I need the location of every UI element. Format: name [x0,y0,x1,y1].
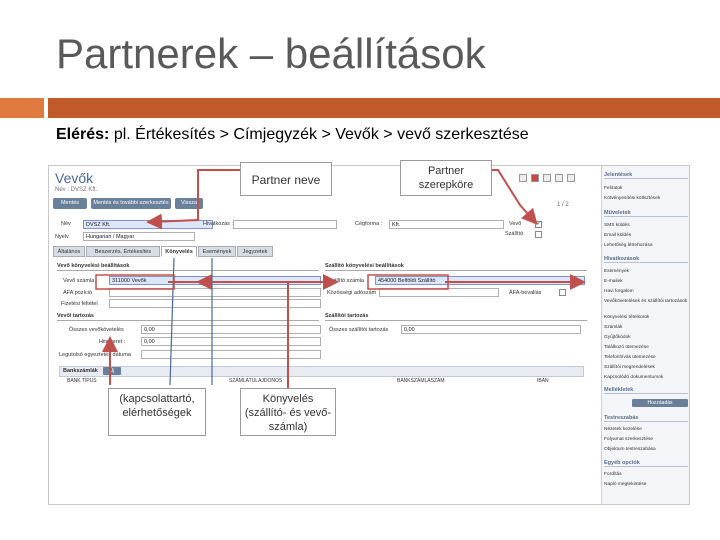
sidebar-item-invoices[interactable]: Számlák [604,325,623,330]
sidebar-item-journal-items[interactable]: Könyvelési tételsorok [604,315,650,320]
calendar-view-icon[interactable] [543,174,551,182]
tab-sales-purchases[interactable]: Beszerzés, Értékesítés [86,246,160,257]
bank-col-type: BANK TÍPUS [67,378,97,384]
tab-events[interactable]: Események [198,246,236,257]
customer-account-field[interactable]: 311000 Vevők [109,276,321,285]
bank-accounts-title: Bankszámlák [63,368,98,374]
back-button[interactable]: Vissza [175,198,203,209]
add-attachment-button[interactable]: Hozzáadás [632,399,688,407]
bank-accounts-header [59,366,584,377]
supplier-checkbox[interactable] [535,231,542,238]
supplier-credit-section: Szállítói tartozás [325,312,587,321]
last-reconcile-field[interactable] [141,350,321,359]
customer-credit-section: Vevői tartozás [57,312,319,321]
graph-view-icon[interactable] [555,174,563,182]
vat-return-checkbox[interactable] [559,289,566,296]
form-view-icon[interactable] [531,174,539,182]
access-path-text: pl. Értékesítés > Címjegyzék > Vevők > vevő szerkesztése [109,126,529,143]
total-receivable-field: 0,00 [141,325,321,334]
sidebar-item-sms[interactable]: SMS küldés [604,223,630,228]
app-title: Vevők [55,170,94,186]
payment-term-label: Fizetési feltétel [61,301,98,307]
customer-accounting-section: Vevő könyvelési beállítások [57,262,319,271]
callout-partner-roles: Partner szerepköre [400,160,492,196]
language-label: Nyelv [55,234,69,240]
sidebar-item-labels[interactable]: Feliratok [604,186,623,191]
record-pager: 1 / 2 [557,202,569,208]
name-label: Név [61,221,71,227]
list-view-icon[interactable] [519,174,527,182]
sidebar-item-meeting[interactable]: Találkozó ütemezése [604,345,649,350]
access-path [56,126,529,144]
view-switcher [519,174,599,184]
record-name: Név : DVSZ Kft. [55,187,98,193]
sidebar-reports-title: Jelentések [604,172,688,179]
supplier-accounting-section: Szállító könyvelési beállítások [325,262,587,271]
payment-term-field[interactable] [109,299,321,308]
supplier-account-label: Szállító számla [327,278,364,284]
form-toolbar [53,198,593,210]
sidebar-item-purchase-orders[interactable]: Szállítói megrendelések [604,365,655,370]
save-and-edit-button[interactable]: Mentés és további szerkesztés [91,198,171,209]
sidebar-item-manage-views[interactable]: Nézetek kezelése [604,427,642,432]
sidebar-item-events[interactable]: Események [604,269,630,274]
form-tabs [53,246,593,258]
sidebar-item-customize-object[interactable]: Objektum testreszabása [604,447,656,452]
app-screenshot [48,165,690,505]
sidebar-item-opportunity[interactable]: Lehetőség létrehozása [604,243,653,248]
sidebar-links-title: Hivatkozások [604,256,688,263]
bank-col-owner: SZÁMLATULAJDONOS [229,378,283,384]
slide-title: Partnerek – beállítások [56,30,486,77]
sidebar-customize-title: Testreszabás [604,415,688,422]
total-payable-label: Összes szállítói tartozás [329,327,389,333]
callout-contacts: (kapcsolattartó, elérhetőségek [108,388,206,436]
title-label: Hivatkozás : [203,221,233,227]
callout-accounting: Könyvelés (szállító- és vevő-számla) [240,388,336,436]
vat-return-label: ÁFA-bevallás [509,290,542,296]
access-label: Elérés: [56,126,110,143]
sidebar-item-emails[interactable]: E-mailek [604,279,623,284]
sidebar-attachments-title: Mellékletek [604,387,688,394]
sidebar-item-analytic[interactable]: Gyűjtőkódok [604,335,631,340]
title-field[interactable] [233,220,337,229]
customer-account-label: Vevő számla [63,278,95,284]
credit-limit-label: Hitelkeret : [99,339,126,345]
tab-accounting[interactable]: Könyvelés [161,246,197,257]
customer-checkbox[interactable] [535,221,542,228]
sidebar-item-documents[interactable]: Kapcsolódó dokumentumok [604,375,664,380]
sidebar-item-monthly[interactable]: Havi forgalom [604,289,634,294]
total-receivable-label: Összes vevőkövetelés [69,327,124,333]
total-payable-field: 0,00 [401,325,581,334]
vat-position-field[interactable] [109,288,321,297]
sidebar-item-email[interactable]: Email küldés [604,233,632,238]
supplier-checkbox-label: Szállító [505,231,524,237]
sidebar [601,166,690,505]
vat-position-label: ÁFA pozíció [63,290,93,296]
tab-general[interactable]: Általános [53,246,85,257]
title-divider-bar [48,98,720,118]
bank-table-header [59,378,584,386]
title-accent-bar [0,98,44,118]
save-button[interactable]: Mentés [53,198,87,209]
vat-number-label: Közösségi adószám [327,290,377,296]
sidebar-item-receivables[interactable]: Vevőkövetelések és szállítói tartozások [604,299,688,304]
bank-col-iban: IBAN [537,378,549,384]
sidebar-item-overdue[interactable]: Kötvényesítési kötlsztések [604,196,661,201]
sidebar-item-phonecall[interactable]: Telefonhívás ütemezése [604,355,656,360]
last-reconcile-label: Legutolsó egyeztetés dátuma [59,352,131,358]
customer-checkbox-label: Vevő [509,221,522,227]
sidebar-item-view-log[interactable]: Napló megtekintése [604,482,647,487]
credit-limit-field[interactable]: 0,00 [141,337,321,346]
gantt-view-icon[interactable] [567,174,575,182]
supplier-account-field[interactable]: 454000 Belföldi Szállító [375,276,585,285]
vat-number-field[interactable] [379,288,499,297]
company-type-field[interactable]: Kft. [389,220,504,229]
tab-notes[interactable]: Jegyzetek [237,246,273,257]
bank-col-number: BANKSZÁMLASZÁM [397,378,445,384]
company-type-label: Cégforma : [355,221,383,227]
sidebar-actions-title: Műveletek [604,210,688,217]
sidebar-item-translate[interactable]: Fordítás [604,472,622,477]
add-bank-button[interactable]: Új [103,367,121,375]
callout-partner-name: Partner neve [240,162,332,196]
name-field[interactable]: DVSZ Kft. [83,220,213,229]
sidebar-item-edit-workflow[interactable]: Folyamat szerkesztése [604,437,654,442]
language-select[interactable]: Hungarian / Magyar [83,232,195,241]
sidebar-other-title: Egyéb opciók [604,460,688,467]
